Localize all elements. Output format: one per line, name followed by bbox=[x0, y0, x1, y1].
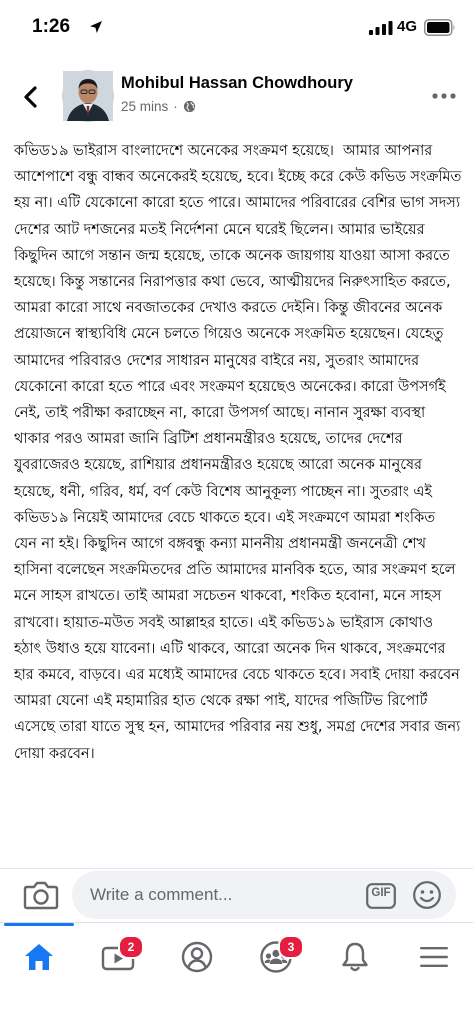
bell-icon bbox=[340, 941, 370, 973]
content-fade bbox=[0, 850, 473, 870]
emoji-icon[interactable] bbox=[412, 880, 442, 910]
battery-icon bbox=[424, 19, 456, 36]
status-time: 1:26 bbox=[32, 16, 71, 37]
comment-input[interactable] bbox=[72, 871, 456, 919]
comment-bar bbox=[0, 868, 473, 923]
groups-badge: 3 bbox=[278, 935, 304, 959]
avatar-portrait bbox=[63, 71, 113, 121]
network-type: 4G bbox=[397, 18, 418, 35]
nav-groups[interactable] bbox=[246, 935, 306, 979]
nav-profile[interactable] bbox=[167, 935, 227, 979]
menu-icon bbox=[419, 945, 449, 969]
meta-separator: · bbox=[173, 99, 178, 114]
safe-area-bottom bbox=[0, 986, 473, 1024]
author-name[interactable]: Mohibul Hassan Chowdhoury bbox=[121, 74, 353, 92]
nav-home[interactable] bbox=[9, 935, 69, 979]
nav-notifications[interactable] bbox=[325, 935, 385, 979]
more-dots-icon bbox=[432, 93, 456, 99]
location-arrow-icon bbox=[89, 20, 103, 34]
nav-menu[interactable] bbox=[404, 935, 464, 979]
home-icon bbox=[23, 942, 55, 972]
back-button[interactable] bbox=[14, 80, 48, 114]
watch-badge: 2 bbox=[118, 935, 144, 959]
post-meta bbox=[121, 99, 196, 114]
bottom-nav bbox=[0, 922, 473, 987]
nav-active-indicator bbox=[4, 923, 74, 926]
chevron-left-icon bbox=[21, 86, 41, 108]
status-bar bbox=[0, 0, 473, 56]
camera-icon[interactable] bbox=[23, 878, 59, 912]
profile-icon bbox=[181, 941, 213, 973]
nav-watch[interactable] bbox=[88, 935, 148, 979]
post-body-text: কভিড১৯ ভাইরাস বাংলাদেশে অনেকের সংক্রমণ হয়েছে। আমার আপনার আশেপাশে বন্ধু বান্ধব অনেকেরই হয়েছে, হবে। ইচ্ছে করে কেউ কভিড সংক্রমিত হয় না। এটি যেকোনো কারো হতে পারে। আমাদের পরিবারের বেশির ভাগ সদস্য দেশের আট দশজনের মতই নির্দেশনা মেনে ঘরেই ছিলেন। আমার ভাইয়ের কিছুদিন আগে সন্তান জন্ম হয়েছে, তাকে অনেক জায়গায় যাওয়া আসা করতে হয়েছে। কিন্তু সন্তানের নিরাপত্তার কথা ভেবে, আত্মীয়দের নিরুৎসাহিত করতে, আমরা কারো সাথে নবজাতকের দেখাও করতে দেইনি। কিন্তু জীবনের অনেক প্রয়োজনে স্বাস্থ্যবিধি মেনে চলতে গিয়েও অনেকে সংক্রমিত হয়েছেন। যেহেতু আমাদের পরিবারও দেশের সাধারন মানুষের বাইরে নয়, সুতরাং আমাদের যেকোনো কারো হতে পারে এবং সংক্রমণ হয়েছেও অনেকের। কারো উপসর্গই নেই, তাই পরীক্ষা করাচ্ছেন না, কারো উপসর্গ আছে। নানান সুরক্ষা ব্যবস্থা থাকার পরও আমরা জানি ব্রিটিশ প্রধানমন্ত্রীরও হয়েছে, তাদের দেশের যুবরাজেরও হয়েছে, রাশিয়ার প্রধানমন্ত্রীরও হয়েছে আরো অনেক মানুষের হয়েছে, ধনী, গরিব, ধর্ম, বর্ণ কেউ বিশেষ আনুকূল্য পাচ্ছেন না। সুতরাং এই কভিড১৯ নিয়েই আমাদের বেচে থাকতে হবে। এই সংক্রমণে আমরা শংকিত যেন না হই। কিছুদিন আগে বঙ্গবন্ধু কন্যা মাননীয় প্রধানমন্ত্রী জননেত্রী শেখ হাসিনা বলেছেন সংক্রমিতদের প্রতি আমাদের মানবিক হতে, আর সংক্রমণ হলে মনে সাহস রাখতে। তাই আমরা সচেতন থাকবো, শংকিত হবোনা, মনে সাহস রাখবো। হায়াত-মউত সবই আল্লাহর হাতে। এই কভিড১৯ ভাইরাস কোথাও হঠাৎ উধাও হয়ে যাবেনা। এটি থাকবে, আরো অনেক দিন থাকবে, সংক্রমণের হার কমবে, বাড়বে। এর মধ্যেই আমাদের বেচে থাকতে হবে। সবাই দোয়া করবেন আমরা যেনো এই মহামারির হাত থেকে রক্ষা পাই, যাদের পজিটিভ রিপোর্ট এসেছে তারা যাতে সুস্থ হন, আমাদের পরিবার নয় শুধু, সমগ্র দেশের সবার জন্য দোয়া করবেন। bbox=[14, 142, 466, 762]
post-timestamp[interactable]: 25 mins bbox=[121, 99, 169, 114]
author-avatar[interactable] bbox=[62, 70, 114, 122]
gif-button[interactable] bbox=[366, 883, 396, 909]
signal-bars-icon bbox=[369, 21, 393, 35]
more-options-button[interactable] bbox=[424, 84, 464, 108]
globe-icon bbox=[183, 100, 196, 113]
gif-label: GIF bbox=[371, 887, 391, 899]
